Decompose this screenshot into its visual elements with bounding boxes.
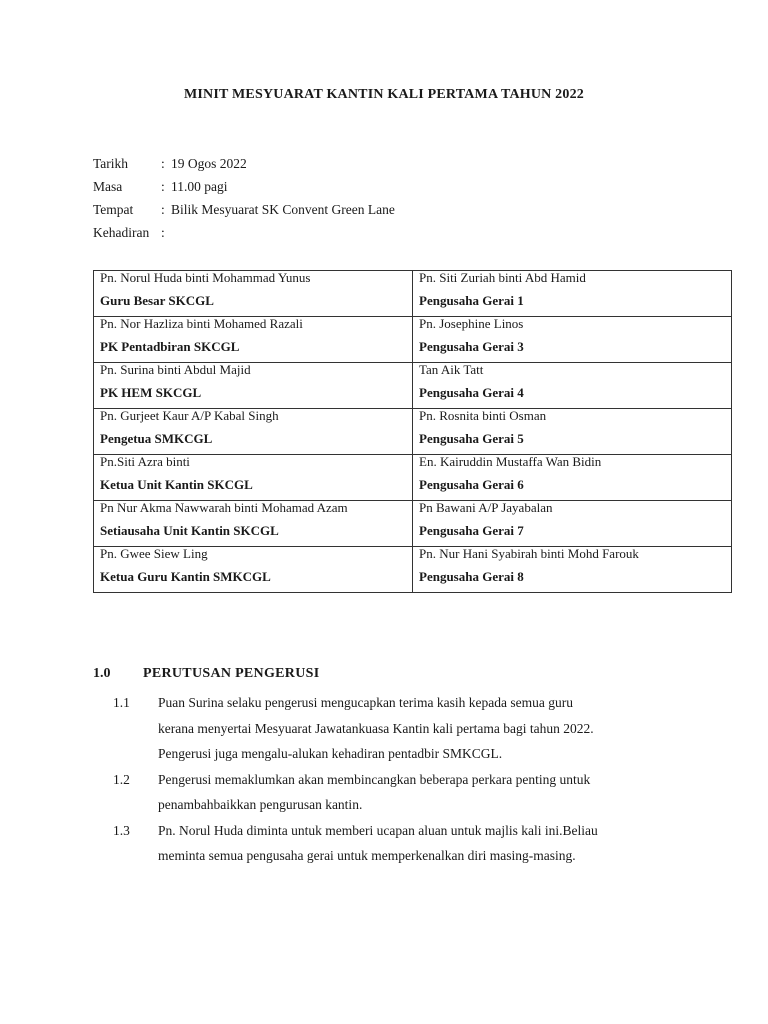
meta-row-date bbox=[93, 155, 395, 178]
meta-row-attendance bbox=[93, 224, 395, 247]
attendee-role: Ketua Unit Kantin SKCGL bbox=[100, 477, 253, 492]
attendee-role: PK HEM SKCGL bbox=[100, 385, 202, 400]
table-cell bbox=[94, 363, 413, 409]
section-heading bbox=[93, 666, 319, 682]
table-row bbox=[94, 363, 732, 409]
table-cell bbox=[413, 501, 732, 547]
item-number: 1.3 bbox=[113, 822, 130, 838]
attendee-name: Pn Bawani A/P Jayabalan bbox=[419, 500, 553, 515]
section-number: 1.0 bbox=[93, 666, 111, 681]
item-line: kerana menyertai Mesyuarat Jawatankuasa Kantin kali pertama bagi tahun 2022. bbox=[158, 720, 594, 736]
table-cell bbox=[413, 317, 732, 363]
meta-label: Tempat bbox=[93, 202, 134, 217]
meta-row-time bbox=[93, 178, 395, 201]
attendee-role: PK Pentadbiran SKCGL bbox=[100, 339, 240, 354]
table-cell bbox=[94, 271, 413, 317]
meta-separator: : bbox=[161, 179, 165, 194]
meta-value: Bilik Mesyuarat SK Convent Green Lane bbox=[171, 202, 395, 217]
table-cell bbox=[94, 455, 413, 501]
attendee-role: Pengusaha Gerai 3 bbox=[419, 339, 524, 354]
meta-value: 19 Ogos 2022 bbox=[171, 156, 247, 171]
attendee-name: Pn. Norul Huda binti Mohammad Yunus bbox=[100, 270, 311, 285]
table-cell bbox=[413, 271, 732, 317]
attendee-role: Pengusaha Gerai 6 bbox=[419, 477, 524, 492]
section-items bbox=[113, 690, 673, 869]
table-cell bbox=[94, 409, 413, 455]
table-cell bbox=[94, 317, 413, 363]
table-cell bbox=[94, 547, 413, 593]
item-text bbox=[158, 690, 594, 767]
item-line: Pn. Norul Huda diminta untuk memberi ucapan aluan untuk majlis kali ini.Beliau bbox=[158, 822, 598, 838]
table-cell bbox=[94, 501, 413, 547]
table-row bbox=[94, 547, 732, 593]
attendee-role: Pengusaha Gerai 5 bbox=[419, 431, 524, 446]
meta-separator: : bbox=[161, 225, 165, 240]
table-row bbox=[94, 317, 732, 363]
item-line: Pengerusi memaklumkan akan membincangkan beberapa perkara penting untuk bbox=[158, 771, 591, 787]
attendee-role: Pengetua SMKCGL bbox=[100, 431, 213, 446]
attendee-role: Setiausaha Unit Kantin SKCGL bbox=[100, 523, 279, 538]
item-number: 1.2 bbox=[113, 771, 130, 787]
item-line: meminta semua pengusaha gerai untuk memperkenalkan diri masing-masing. bbox=[158, 848, 576, 863]
attendee-name: Pn. Nur Hani Syabirah binti Mohd Farouk bbox=[419, 546, 639, 561]
meta-value: 11.00 pagi bbox=[171, 179, 228, 194]
attendee-name: Pn. Nor Hazliza binti Mohamed Razali bbox=[100, 316, 303, 331]
table-row bbox=[94, 501, 732, 547]
list-item bbox=[113, 767, 673, 818]
item-line: Pengerusi juga mengalu-alukan kehadiran pentadbir SMKCGL. bbox=[158, 746, 503, 761]
attendee-role: Guru Besar SKCGL bbox=[100, 293, 214, 308]
attendee-name: Pn. Gwee Siew Ling bbox=[100, 546, 208, 561]
attendee-role: Ketua Guru Kantin SMKCGL bbox=[100, 569, 271, 584]
attendee-name: Pn. Surina binti Abdul Majid bbox=[100, 362, 251, 377]
item-line: Puan Surina selaku pengerusi mengucapkan terima kasih kepada semua guru bbox=[158, 695, 573, 710]
attendee-name: Tan Aik Tatt bbox=[419, 362, 484, 377]
attendee-role: Pengusaha Gerai 1 bbox=[419, 293, 524, 308]
item-number: 1.1 bbox=[113, 695, 130, 710]
attendee-role: Pengusaha Gerai 4 bbox=[419, 385, 524, 400]
item-text bbox=[158, 818, 598, 869]
table-row bbox=[94, 455, 732, 501]
attendee-name: Pn Nur Akma Nawwarah binti Mohamad Azam bbox=[100, 500, 348, 515]
table-cell bbox=[413, 455, 732, 501]
table-row bbox=[94, 409, 732, 455]
meta-separator: : bbox=[161, 156, 165, 171]
list-item bbox=[113, 690, 673, 767]
attendance-table bbox=[93, 270, 732, 593]
meta-separator: : bbox=[161, 202, 165, 217]
meta-row-venue bbox=[93, 201, 395, 224]
attendee-name: Pn. Gurjeet Kaur A/P Kabal Singh bbox=[100, 408, 279, 423]
meta-label: Masa bbox=[93, 179, 123, 194]
attendee-name: En. Kairuddin Mustaffa Wan Bidin bbox=[419, 454, 602, 469]
meta-label: Kehadiran bbox=[93, 225, 150, 240]
item-line: penambahbaikkan pengurusan kantin. bbox=[158, 797, 363, 812]
meeting-details bbox=[93, 155, 395, 247]
attendee-name: Pn. Siti Zuriah binti Abd Hamid bbox=[419, 270, 586, 285]
attendee-name: Pn. Rosnita binti Osman bbox=[419, 408, 547, 423]
attendee-name: Pn.Siti Azra binti bbox=[100, 454, 190, 469]
table-cell bbox=[413, 409, 732, 455]
section-title: PERUTUSAN PENGERUSI bbox=[143, 666, 320, 681]
attendee-role: Pengusaha Gerai 7 bbox=[419, 523, 524, 538]
attendee-name: Pn. Josephine Linos bbox=[419, 316, 524, 331]
table-cell bbox=[413, 547, 732, 593]
meta-label: Tarikh bbox=[93, 156, 129, 171]
document-title: MINIT MESYUARAT KANTIN KALI PERTAMA TAHUN 2022 bbox=[184, 87, 584, 102]
attendee-role: Pengusaha Gerai 8 bbox=[419, 569, 524, 584]
table-cell bbox=[413, 363, 732, 409]
list-item bbox=[113, 818, 673, 869]
table-row bbox=[94, 271, 732, 317]
item-text bbox=[158, 767, 590, 818]
